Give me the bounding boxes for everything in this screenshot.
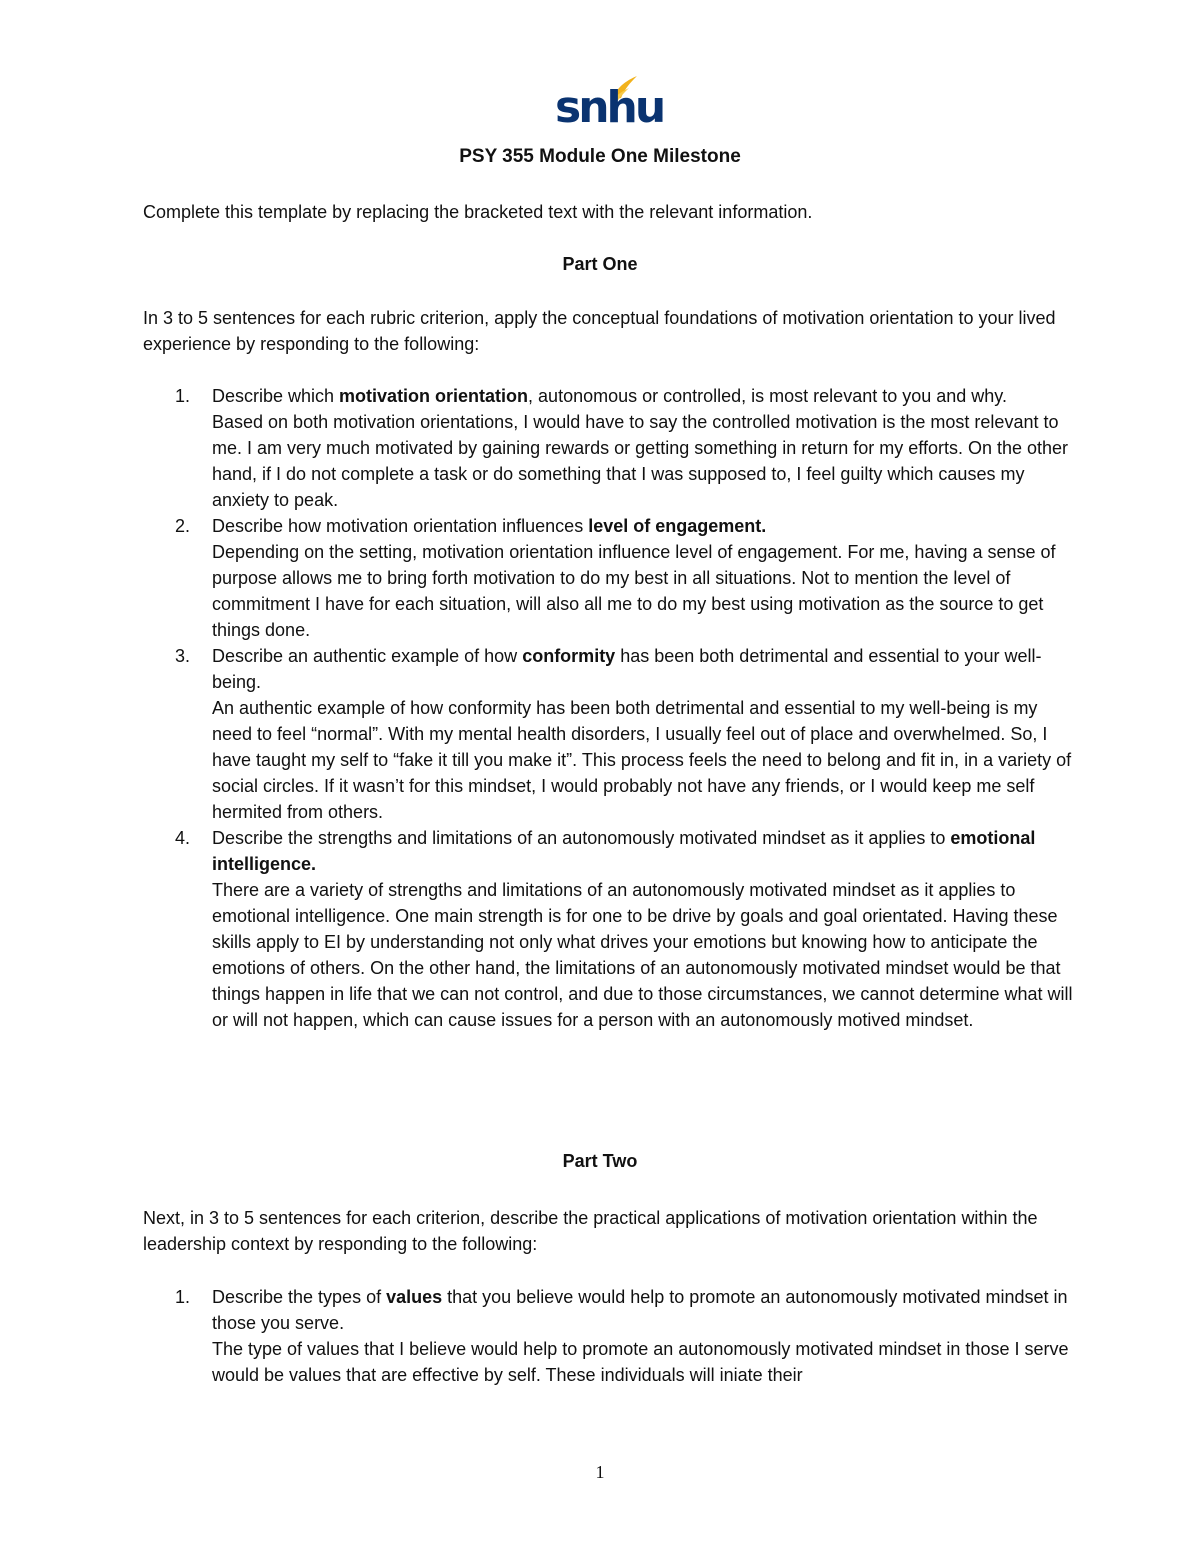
item-prompt <box>212 643 1073 695</box>
part-two-heading: Part Two <box>562 1151 638 1171</box>
list-item <box>143 825 1073 1033</box>
prompt-bold: emotional intelligence. <box>212 828 1036 874</box>
item-answer: There are a variety of strengths and limitations of an autonomously motivated mindset as it applies to emotional intelligence. One main strength is for one to be drive by goals and goal orientated. Having these skills apply to EI by understanding not only what drives your emotions but knowing how to anticipate the emotions of others. On the other hand, the limitations of an autonomously motivated mindset would be that things happen in life that we can not control, and due to those circumstances, we cannot determine what will or will not happen, which can cause issues for a person with an autonomously motived mindset. <box>212 880 1073 1030</box>
item-prompt <box>212 1284 1073 1336</box>
intro-text: Complete this template by replacing the bracketed text with the relevant information. <box>143 202 813 222</box>
part-one-list <box>143 383 1073 1033</box>
item-number: 2. <box>175 516 191 536</box>
snhu-logo <box>555 74 664 133</box>
item-number: 4. <box>175 828 191 848</box>
item-answer: The type of values that I believe would help to promote an autonomously motivated mindset in those I serve would be values that are effective by self. These individuals will iniate their <box>212 1339 1069 1385</box>
item-number: 1. <box>175 386 191 406</box>
prompt-bold: conformity <box>522 646 616 666</box>
document-title: PSY 355 Module One Milestone <box>459 146 741 167</box>
prompt-text: Describe the types of <box>212 1287 387 1307</box>
item-number: 1. <box>175 1287 191 1307</box>
item-answer: Based on both motivation orientations, I would have to say the controlled motivation is the most relevant to me. I am very much motivated by gaining rewards or getting something in return for my efforts. On the other hand, if I do not complete a task or do something that I was supposed to, I feel guilty which causes my anxiety to peak. <box>212 412 1069 510</box>
list-item <box>143 383 1073 513</box>
item-number: 3. <box>175 646 191 666</box>
prompt-text: Describe how motivation orientation influences <box>212 516 589 536</box>
part-one-instructions: In 3 to 5 sentences for each rubric criterion, apply the conceptual foundations of motivation orientation to your lived experience by responding to the following: <box>143 308 1056 354</box>
prompt-text: has been both detrimental and essential to your well-being. <box>212 646 1042 692</box>
prompt-bold: motivation orientation <box>339 386 529 406</box>
item-prompt <box>212 383 1073 409</box>
page-number: 1 <box>595 1462 605 1482</box>
part-two-list <box>143 1284 1073 1388</box>
item-prompt <box>212 825 1073 877</box>
prompt-bold: level of engagement. <box>588 516 767 536</box>
item-answer: An authentic example of how conformity has been both detrimental and essential to my well-being is my need to feel “normal”. With my mental health disorders, I usually feel out of place and overwhelmed. So, I have taught my self to “fake it till you make it”. This process feels the need to belong and fit in, in a variety of social circles. If it wasn’t for this mindset, I would probably not have any friends, or I would keep me self hermited from others. <box>212 698 1072 822</box>
list-item <box>143 643 1073 825</box>
list-item <box>143 1284 1073 1388</box>
list-item <box>143 513 1073 643</box>
item-prompt <box>212 513 1073 539</box>
prompt-text: Describe an authentic example of how <box>212 646 523 666</box>
prompt-bold: values <box>386 1287 443 1307</box>
part-two-instructions: Next, in 3 to 5 sentences for each criterion, describe the practical applications of motivation orientation within the leadership context by responding to the following: <box>143 1208 1038 1254</box>
prompt-text: Describe which <box>212 386 340 406</box>
prompt-text: , autonomous or controlled, is most relevant to you and why. <box>528 386 1007 406</box>
part-one-heading: Part One <box>562 254 638 274</box>
prompt-text: Describe the strengths and limitations of an autonomously motivated mindset as it applies to <box>212 828 951 848</box>
logo-wordmark: snhu <box>555 82 664 133</box>
prompt-text: that you believe would help to promote an autonomously motivated mindset in those you serve. <box>212 1287 1068 1333</box>
item-answer: Depending on the setting, motivation orientation influence level of engagement. For me, having a sense of purpose allows me to bring forth motivation to do my best in all situations. Not to mention the level of commitment I have for each situation, will also all me to do my best using motivation as the source to get things done. <box>212 542 1056 640</box>
